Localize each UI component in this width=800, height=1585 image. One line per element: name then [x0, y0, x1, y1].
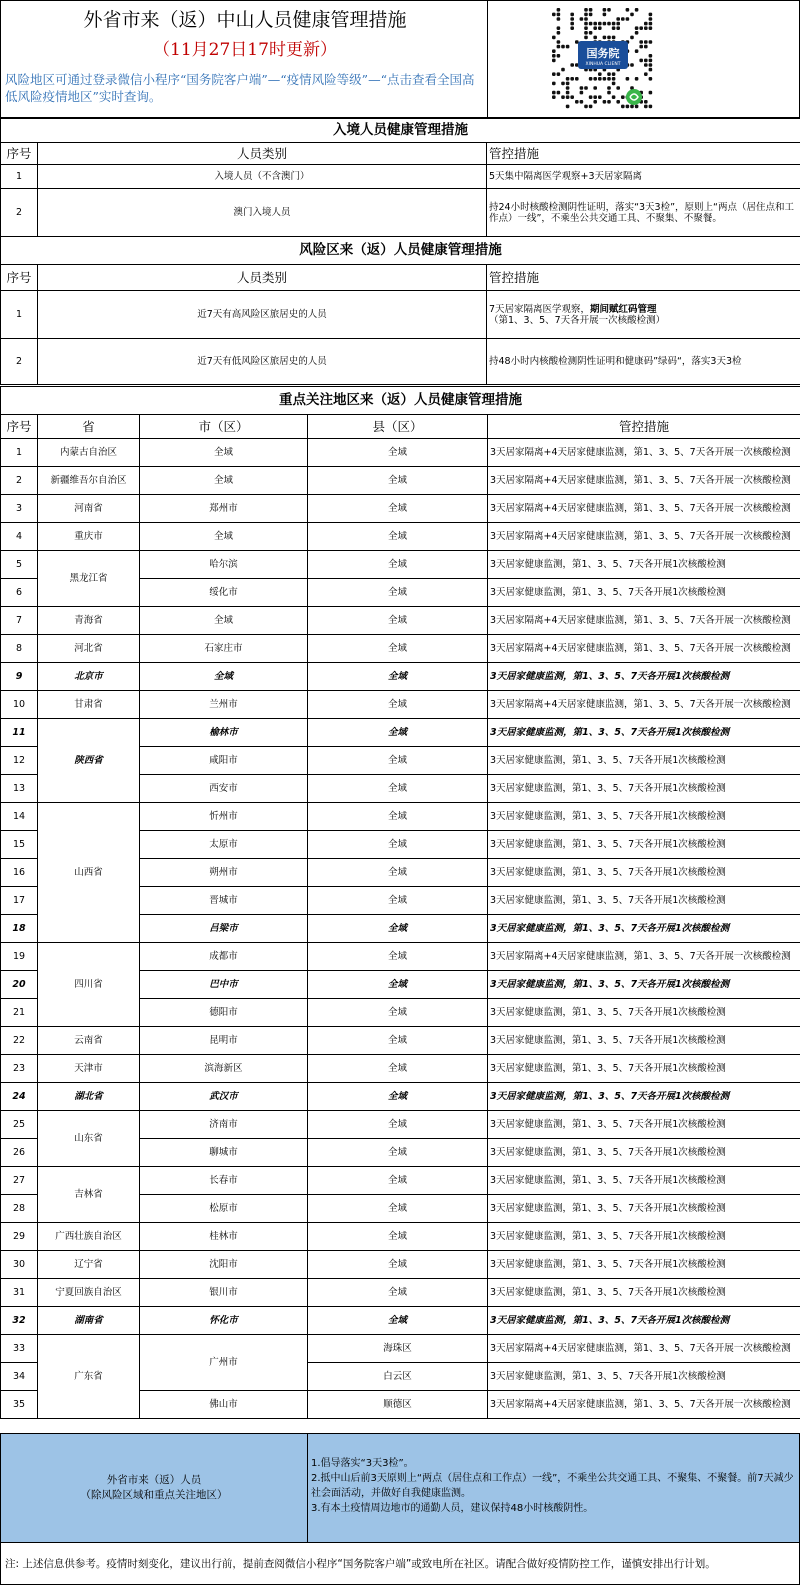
cell-county: 白云区	[308, 1363, 488, 1391]
col-header-category: 人员类别	[38, 143, 487, 165]
cell-no: 17	[1, 887, 38, 915]
cell-prov: 甘肃省	[38, 691, 140, 719]
cell-prov: 湖南省	[38, 1307, 140, 1335]
cell-county: 全域	[308, 1111, 488, 1139]
cell-city: 石家庄市	[140, 635, 308, 663]
table-row	[1, 1167, 800, 1195]
cell-m: 3天居家健康监测，第1、3、5、7天各开展1次核酸检测	[488, 971, 800, 999]
row-no: 1	[1, 291, 38, 339]
cell-city: 武汉市	[140, 1083, 308, 1111]
table-row	[1, 1279, 800, 1307]
cell-county: 全域	[308, 1223, 488, 1251]
cell-city: 滨海新区	[140, 1055, 308, 1083]
section-title-risk: 风险区来（返）人员健康管理措施	[1, 237, 800, 265]
cell-city: 绥化市	[140, 579, 308, 607]
table-row	[1, 1027, 800, 1055]
cell-m: 3天居家隔离+4天居家健康监测，第1、3、5、7天各开展一次核酸检测	[488, 467, 800, 495]
cell-no: 2	[1, 467, 38, 495]
cell-county: 全域	[308, 1279, 488, 1307]
col-header-measure: 管控措施	[488, 415, 800, 439]
cell-county: 全域	[308, 663, 488, 691]
cell-county: 全域	[308, 1055, 488, 1083]
cell-no: 8	[1, 635, 38, 663]
cell-no: 10	[1, 691, 38, 719]
row-measure: 持48小时内核酸检测阴性证明和健康码”绿码“，落实3天3检	[487, 339, 800, 385]
table-row	[1, 691, 800, 719]
cell-city: 郑州市	[140, 495, 308, 523]
cell-city: 长春市	[140, 1167, 308, 1195]
cell-m: 3天居家健康监测，第1、3、5、7天各开展1次核酸检测	[488, 1195, 800, 1223]
cell-no: 6	[1, 579, 38, 607]
page-title: 外省市来（返）中山人员健康管理措施	[83, 9, 407, 31]
cell-county: 全域	[308, 439, 488, 467]
cell-no: 11	[1, 719, 38, 747]
cell-no: 27	[1, 1167, 38, 1195]
risk-area-table	[0, 236, 800, 385]
cell-prov: 陕西省	[38, 719, 140, 803]
cell-city: 榆林市	[140, 719, 308, 747]
cell-m: 3天居家健康监测，第1、3、5、7天各开展1次核酸检测	[488, 1111, 800, 1139]
cell-prov: 黑龙江省	[38, 551, 140, 607]
cell-m: 3天居家隔离+4天居家健康监测，第1、3、5、7天各开展一次核酸检测	[488, 943, 800, 971]
table-row	[1, 551, 800, 579]
cell-city: 桂林市	[140, 1223, 308, 1251]
focus-area-table	[0, 386, 800, 1419]
cell-city: 沈阳市	[140, 1251, 308, 1279]
cell-no: 30	[1, 1251, 38, 1279]
cell-prov: 山东省	[38, 1111, 140, 1167]
table-row	[1, 635, 800, 663]
cell-county: 全域	[308, 1083, 488, 1111]
row-category: 近7天有高风险区旅居史的人员	[38, 291, 487, 339]
col-header-no: 序号	[1, 265, 38, 291]
cell-no: 13	[1, 775, 38, 803]
cell-m: 3天居家健康监测，第1、3、5、7天各开展1次核酸检测	[488, 1279, 800, 1307]
cell-no: 16	[1, 859, 38, 887]
col-header-city: 市（区）	[140, 415, 308, 439]
cell-m: 3天居家隔离+4天居家健康监测，第1、3、5、7天各开展一次核酸检测	[488, 523, 800, 551]
cell-county: 全域	[308, 691, 488, 719]
cell-m: 3天居家隔离+4天居家健康监测，第1、3、5、7天各开展一次核酸检测	[488, 495, 800, 523]
row-measure: 5天集中隔离医学观察+3天居家隔离	[487, 165, 800, 189]
mini-program-icon	[626, 89, 642, 105]
cell-city: 忻州市	[140, 803, 308, 831]
cell-prov: 河北省	[38, 635, 140, 663]
cell-m: 3天居家健康监测，第1、3、5、7天各开展1次核酸检测	[488, 579, 800, 607]
cell-city: 巴中市	[140, 971, 308, 999]
cell-no: 26	[1, 1139, 38, 1167]
update-time: （11月27日17时更新）	[153, 40, 337, 60]
cell-county: 全域	[308, 999, 488, 1027]
cell-no: 35	[1, 1391, 38, 1419]
cell-no: 24	[1, 1083, 38, 1111]
cell-county: 全域	[308, 607, 488, 635]
cell-prov: 四川省	[38, 943, 140, 1027]
cell-county: 全域	[308, 495, 488, 523]
cell-m: 3天居家健康监测，第1、3、5、7天各开展1次核酸检测	[488, 1139, 800, 1167]
cell-city: 全域	[140, 663, 308, 691]
cell-prov: 广东省	[38, 1335, 140, 1419]
row-measure: 持24小时核酸检测阴性证明，落实“3天3检”，原则上“两点（居住点和工作点）一线”，不乘坐公共交通工具、不聚集、不聚餐。	[487, 189, 800, 237]
cell-m: 3天居家隔离+4天居家健康监测，第1、3、5、7天各开展一次核酸检测	[488, 691, 800, 719]
cell-m: 3天居家健康监测，第1、3、5、7天各开展1次核酸检测	[488, 1083, 800, 1111]
cell-county: 全域	[308, 915, 488, 943]
cell-county: 全域	[308, 803, 488, 831]
cell-no: 20	[1, 971, 38, 999]
cell-county: 全域	[308, 747, 488, 775]
table-row	[1, 1223, 800, 1251]
cell-no: 29	[1, 1223, 38, 1251]
general-measures-box	[0, 1433, 800, 1543]
col-header-province: 省	[38, 415, 140, 439]
cell-no: 21	[1, 999, 38, 1027]
cell-no: 1	[1, 439, 38, 467]
cell-m: 3天居家隔离+4天居家健康监测，第1、3、5、7天各开展一次核酸检测	[488, 607, 800, 635]
cell-county: 全域	[308, 943, 488, 971]
row-category: 近7天有低风险区旅居史的人员	[38, 339, 487, 385]
general-category: 外省市来（返）人员 （除风险区域和重点关注地区）	[1, 1434, 308, 1542]
qr-sublabel: XINHUA CLIENT	[585, 62, 621, 67]
cell-prov: 山西省	[38, 803, 140, 943]
table-row	[1, 719, 800, 747]
query-notice: 风险地区可通过登录微信小程序“国务院客户端”—“疫情风险等级”—“点击查看全国高低风险疫情地区”实时查询。	[5, 72, 475, 104]
cell-city: 全域	[140, 439, 308, 467]
cell-city: 成都市	[140, 943, 308, 971]
cell-city: 全域	[140, 523, 308, 551]
col-header-no: 序号	[1, 143, 38, 165]
cell-m: 3天居家健康监测，第1、3、5、7天各开展1次核酸检测	[488, 719, 800, 747]
cell-m: 3天居家健康监测，第1、3、5、7天各开展1次核酸检测	[488, 1055, 800, 1083]
cell-county: 全域	[308, 775, 488, 803]
cell-no: 14	[1, 803, 38, 831]
measure-item: 1.倡导落实“3天3检”。	[311, 1458, 414, 1469]
cell-city: 朔州市	[140, 859, 308, 887]
table-row	[1, 439, 800, 467]
cell-m: 3天居家健康监测，第1、3、5、7天各开展1次核酸检测	[488, 915, 800, 943]
cell-prov: 内蒙古自治区	[38, 439, 140, 467]
cell-county: 全域	[308, 1251, 488, 1279]
col-header-measure: 管控措施	[487, 265, 800, 291]
cell-no: 34	[1, 1363, 38, 1391]
cell-county: 全域	[308, 579, 488, 607]
cell-no: 25	[1, 1111, 38, 1139]
cell-county: 全域	[308, 1167, 488, 1195]
table-row	[1, 1251, 800, 1279]
cell-m: 3天居家健康监测，第1、3、5、7天各开展1次核酸检测	[488, 663, 800, 691]
cell-no: 22	[1, 1027, 38, 1055]
cell-prov: 北京市	[38, 663, 140, 691]
inbound-table	[0, 118, 800, 237]
cell-m: 3天居家健康监测，第1、3、5、7天各开展1次核酸检测	[488, 803, 800, 831]
cell-prov: 湖北省	[38, 1083, 140, 1111]
cell-no: 31	[1, 1279, 38, 1307]
cell-county: 全域	[308, 1307, 488, 1335]
table-row	[1, 607, 800, 635]
cell-city: 兰州市	[140, 691, 308, 719]
cell-no: 28	[1, 1195, 38, 1223]
table-row	[1, 943, 800, 971]
cell-county: 全域	[308, 635, 488, 663]
table-row	[1, 1335, 800, 1363]
cell-no: 12	[1, 747, 38, 775]
cell-city: 佛山市	[140, 1391, 308, 1419]
table-row	[1, 1083, 800, 1111]
cell-m: 3天居家隔离+4天居家健康监测，第1、3、5、7天各开展一次核酸检测	[488, 1391, 800, 1419]
cell-city: 全域	[140, 607, 308, 635]
cell-county: 全域	[308, 1139, 488, 1167]
cell-city: 银川市	[140, 1279, 308, 1307]
header-box	[0, 0, 488, 118]
cell-m: 3天居家健康监测，第1、3、5、7天各开展1次核酸检测	[488, 831, 800, 859]
table-row	[1, 803, 800, 831]
cell-m: 3天居家健康监测，第1、3、5、7天各开展1次核酸检测	[488, 775, 800, 803]
row-no: 1	[1, 165, 38, 189]
cell-prov: 河南省	[38, 495, 140, 523]
row-no: 2	[1, 339, 38, 385]
cell-m: 3天居家隔离+4天居家健康监测，第1、3、5、7天各开展一次核酸检测	[488, 1335, 800, 1363]
footer-note: 注: 上述信息供参考。疫情时刻变化，建议出行前，提前查阅微信小程序“国务院客户端”或致电所在社区。请配合做好疫情防控工作，谨慎安排出行计划。	[0, 1543, 800, 1585]
col-header-category: 人员类别	[38, 265, 487, 291]
cell-no: 32	[1, 1307, 38, 1335]
cell-prov: 吉林省	[38, 1167, 140, 1223]
cell-m: 3天居家健康监测，第1、3、5、7天各开展1次核酸检测	[488, 551, 800, 579]
cell-city: 昆明市	[140, 1027, 308, 1055]
cell-city: 西安市	[140, 775, 308, 803]
cell-prov: 青海省	[38, 607, 140, 635]
row-category: 澳门入境人员	[38, 189, 487, 237]
cell-m: 3天居家健康监测，第1、3、5、7天各开展1次核酸检测	[488, 747, 800, 775]
cell-no: 23	[1, 1055, 38, 1083]
cell-prov: 宁夏回族自治区	[38, 1279, 140, 1307]
col-header-measure: 管控措施	[487, 143, 800, 165]
cell-city: 晋城市	[140, 887, 308, 915]
cell-county: 全域	[308, 1195, 488, 1223]
cell-city: 德阳市	[140, 999, 308, 1027]
qr-code-icon	[548, 4, 658, 114]
cell-prov: 新疆维吾尔自治区	[38, 467, 140, 495]
cell-city: 广州市	[140, 1335, 308, 1391]
table-row	[1, 663, 800, 691]
cell-prov: 天津市	[38, 1055, 140, 1083]
cell-m: 3天居家健康监测，第1、3、5、7天各开展1次核酸检测	[488, 1167, 800, 1195]
table-row	[1, 467, 800, 495]
col-header-county: 县（区）	[308, 415, 488, 439]
cell-city: 济南市	[140, 1111, 308, 1139]
row-measure: 7天居家隔离医学观察，期间赋红码管理 （第1、3、5、7天各开展一次核酸检测）	[487, 291, 800, 339]
cell-m: 3天居家健康监测，第1、3、5、7天各开展1次核酸检测	[488, 1223, 800, 1251]
cell-county: 全域	[308, 551, 488, 579]
cell-prov: 辽宁省	[38, 1251, 140, 1279]
cell-county: 全域	[308, 467, 488, 495]
cell-no: 7	[1, 607, 38, 635]
cell-city: 哈尔滨	[140, 551, 308, 579]
section-title-inbound: 入境人员健康管理措施	[1, 119, 800, 143]
cell-county: 全域	[308, 719, 488, 747]
cell-city: 怀化市	[140, 1307, 308, 1335]
table-row	[1, 495, 800, 523]
general-measures	[311, 1456, 797, 1516]
cell-prov: 云南省	[38, 1027, 140, 1055]
cell-city: 太原市	[140, 831, 308, 859]
cell-city: 松原市	[140, 1195, 308, 1223]
cell-m: 3天居家健康监测，第1、3、5、7天各开展1次核酸检测	[488, 1251, 800, 1279]
cell-city: 聊城市	[140, 1139, 308, 1167]
cell-county: 顺德区	[308, 1391, 488, 1419]
cell-county: 全域	[308, 887, 488, 915]
cell-m: 3天居家健康监测，第1、3、5、7天各开展1次核酸检测	[488, 999, 800, 1027]
cell-no: 9	[1, 663, 38, 691]
cell-city: 吕梁市	[140, 915, 308, 943]
cell-m: 3天居家健康监测，第1、3、5、7天各开展1次核酸检测	[488, 1027, 800, 1055]
section-title-focus: 重点关注地区来（返）人员健康管理措施	[1, 387, 800, 415]
row-no: 2	[1, 189, 38, 237]
cell-no: 18	[1, 915, 38, 943]
row-category: 入境人员（不含澳门）	[38, 165, 487, 189]
cell-no: 15	[1, 831, 38, 859]
cell-no: 33	[1, 1335, 38, 1363]
table-row	[1, 523, 800, 551]
cell-m: 3天居家隔离+4天居家健康监测，第1、3、5、7天各开展一次核酸检测	[488, 439, 800, 467]
cell-no: 4	[1, 523, 38, 551]
table-row	[1, 1307, 800, 1335]
cell-city: 咸阳市	[140, 747, 308, 775]
cell-county: 全域	[308, 1027, 488, 1055]
cell-no: 19	[1, 943, 38, 971]
cell-m: 3天居家健康监测，第1、3、5、7天各开展1次核酸检测	[488, 1307, 800, 1335]
cell-m: 3天居家健康监测，第1、3、5、7天各开展1次核酸检测	[488, 1363, 800, 1391]
cell-m: 3天居家隔离+4天居家健康监测，第1、3、5、7天各开展一次核酸检测	[488, 635, 800, 663]
cell-prov: 广西壮族自治区	[38, 1223, 140, 1251]
measure-item: 2.抵中山后前3天原则上“两点（居住点和工作点）一线”，不乘坐公共交通工具、不聚集、不聚餐。前7天减少社会面活动，并做好自我健康监测。	[311, 1473, 794, 1499]
col-header-no: 序号	[1, 415, 38, 439]
qr-label: 国务院	[586, 47, 620, 60]
cell-county: 全域	[308, 831, 488, 859]
measure-item: 3.有本土疫情周边地市的通勤人员，建议保持48小时核酸阴性。	[311, 1503, 594, 1514]
cell-no: 5	[1, 551, 38, 579]
cell-prov: 重庆市	[38, 523, 140, 551]
table-row	[1, 1055, 800, 1083]
cell-city: 全域	[140, 467, 308, 495]
cell-county: 海珠区	[308, 1335, 488, 1363]
cell-county: 全域	[308, 971, 488, 999]
table-row	[1, 1111, 800, 1139]
cell-county: 全域	[308, 859, 488, 887]
cell-m: 3天居家健康监测，第1、3、5、7天各开展1次核酸检测	[488, 859, 800, 887]
cell-county: 全域	[308, 523, 488, 551]
cell-no: 3	[1, 495, 38, 523]
cell-m: 3天居家健康监测，第1、3、5、7天各开展1次核酸检测	[488, 887, 800, 915]
